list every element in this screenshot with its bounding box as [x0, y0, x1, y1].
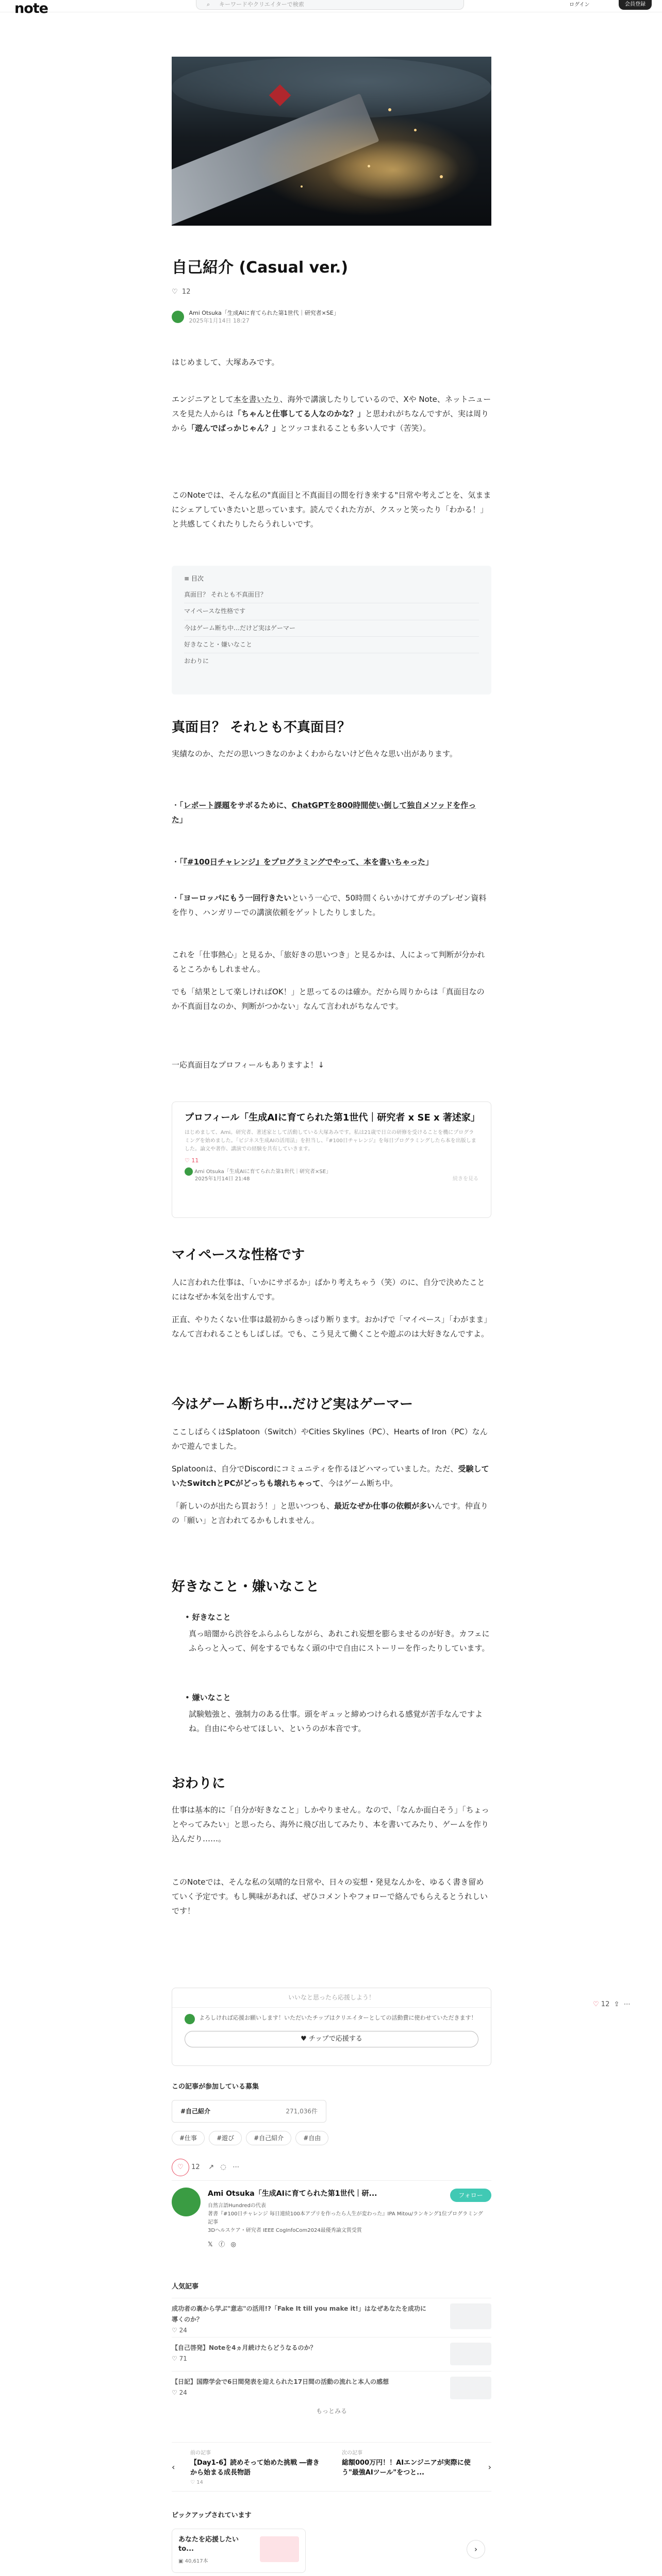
table-of-contents [172, 566, 491, 694]
toc-item[interactable]: 真面目？ それとも不真面目？ [184, 587, 479, 603]
paragraph: 「新しいのが出たら買おう！」と思いつつも、最近なぜか仕事の依頼が多いんです。仲直りの「願い」と言われてるかもしれません。 [172, 1501, 488, 1525]
section-heading: 好きなこと・嫌いなこと [172, 1579, 320, 1595]
site-header [0, 0, 662, 16]
inline-link[interactable]: 『#100日チャレンジ』をプログラミングでやって、本を書いちゃった [183, 857, 426, 867]
search-input[interactable]: ⌕ キーワードやクリエイターで検索 [196, 0, 464, 10]
paragraph: 一応真面目なプロフィールもありますよ！↓ [172, 1060, 325, 1070]
toc-heading[interactable]: ≡ 目次 [184, 575, 204, 582]
author-name[interactable]: Ami Otsuka「生成AIに育てられた第1世代｜研究者×SE」 [189, 310, 339, 316]
bullet-item: ・「レポート課題をサボるために、ChatGPTを800時間使い倒して独自メソッドを作った」 [172, 801, 476, 824]
avatar[interactable] [172, 2188, 201, 2216]
chevron-left-icon[interactable]: ‹ [172, 2462, 175, 2472]
magazine-heading: この記事が参加している募集 [172, 2083, 259, 2091]
support-box [172, 1988, 491, 2066]
tag-chip[interactable]: #遊び [209, 2131, 242, 2145]
paragraph: 実績なのか、ただの思いつきなのかよくわからないけど色々な思い出があります。 [172, 749, 457, 758]
bullet-item: ・「『#100日チャレンジ』をプログラミングでやって、本を書いちゃった」 [172, 857, 434, 867]
intro-text: はじめまして、大塚あみです。 [172, 358, 279, 367]
list-item[interactable]: 成功者の裏から学ぶ"意志"の活用!?「Fake It till you make it!」はなぜあなたを成功に導くのか？ ♡ 24 [172, 2298, 491, 2332]
toc-item[interactable]: おわりに [184, 657, 209, 665]
pickup-card[interactable]: あなたを応援したい to... ▣ 40,617本 [172, 2529, 306, 2573]
inline-link[interactable]: レポート課題 [183, 801, 230, 810]
note-logo[interactable]: note [14, 1, 48, 16]
paragraph: 試験勉強と、強制力のある仕事。頭をギュッと締めつけられる感覚が苦手なんですよね。自由にやらせてほしい、というのが本音です。 [189, 1709, 483, 1733]
list-item: • 嫌いなこと [185, 1693, 231, 1702]
paragraph: エンジニアとして本を書いたり、海外で講演したりしているので、Xや Note、ネットニュースを見た人からは「ちゃんと仕事してる人なのかな？」と思われがちなんですが、実は周りから「遊んでばっかじゃん？」とツッコまれることも多い人です（苦笑）。 [172, 395, 491, 433]
chevron-right-icon[interactable]: › [488, 2462, 491, 2472]
list-item[interactable]: 【自己啓発】Noteを4ヵ月続けたらどうなるのか？ ♡ 71 [172, 2337, 491, 2366]
magazine-card[interactable]: #自己紹介 271,036件 [172, 2100, 326, 2123]
inline-link[interactable]: ChatGPTを800時間使い倒して独自メソッドを作った [172, 801, 476, 824]
toc-item[interactable]: 好きなこと・嫌いなこと [184, 637, 479, 653]
section-heading: マイペースな性格です [172, 1247, 305, 1263]
prev-article[interactable]: 前の記事 【Day1-6】読めそって始めた挑戦 ―書きから始まる成長物語 ♡ 14 [190, 2450, 320, 2485]
card-likes: ♡ 11 [185, 1157, 199, 1164]
article-nav [172, 2442, 491, 2492]
paragraph: でも「結果として楽しければOK！」と思ってるのは確か。だから周りからは「真面目なのか不真面目なのか、判断がつかない」なんて言われがちなんです。 [172, 987, 485, 1011]
card-author: Ami Otsuka「生成AIに育てられた第1世代｜研究者×SE」 2025年1月14日 21:48 続きを見る [185, 1167, 478, 1183]
card-description: はじめまして、Ami。研究者、著述家として活動している大塚あみです。私は21歳で日立の研修を受けることを機にプログラミングを始めました。「ビジネス生成AIの活用法」を担当し、『#100日チャレンジ』を毎日プログラミングしたら本を出版しました。論文や著作、講演での経験を共有していきます。 [185, 1130, 476, 1153]
popular-heading: 人気記事 [172, 2283, 199, 2291]
article-author[interactable] [172, 309, 339, 325]
list-item: • 好きなこと [185, 1613, 231, 1622]
share-icon[interactable]: ↗ [208, 2163, 214, 2171]
list-item[interactable]: 【日記】国際学会で6日間発表を迎えられた17日間の活動の流れと本人の感想 ♡ 24 [172, 2371, 491, 2400]
paragraph: ここしばらくはSplatoon（Switch）やCities Skylines（PC）、Hearts of Iron（PC）なんかで遊んでました。 [172, 1427, 488, 1451]
like-button[interactable]: ♡ [172, 2159, 189, 2176]
paragraph: 仕事は基本的に「自分が好きなこと」しかやりません。なので、「なんか面白そう」「ちょっとやってみたい」と思ったら、海外に飛び出してみたり、本を書いてみたり、ゲームを作り込んだり……。 [172, 1805, 489, 1843]
paragraph: このNoteでは、そんな私の"真面目と不真面目の間を行き来する"日常や考えごとを、気ままにシェアしていきたいと思っています。読んでくれた方が、クスッと笑ったり「わかる！」と共感してくれたりしたらうれしいです。 [172, 490, 491, 529]
paragraph: Splatoonは、自分でDiscordにコミュニティを作るほどハマっていました。ただ、受験していたSwitchとPCがどっちも壊れちゃって、今はゲーム断ち中。 [172, 1464, 489, 1488]
inline-link[interactable]: 本を書いたり [233, 395, 280, 404]
search-icon: ⌕ [207, 1, 210, 8]
heart-icon[interactable]: ♡ [172, 288, 178, 296]
section-heading: 真面目？ それとも不真面目？ [172, 720, 351, 735]
tag-chip[interactable]: #仕事 [172, 2131, 205, 2145]
profile-bio: 自然言語Hundredの代表 著書『#100日チャレンジ 毎日連続100本アプリを作ったら人生が変わった』IPA Mitou/ランキング1位プログラミング記事 3Dヘルスケア・研究者 IEEE CogInfoCom2024最優秀論文賞受賞 [208, 2203, 483, 2233]
login-link[interactable]: ログイン [569, 2, 590, 8]
action-bar: ♡ 12 ↗ ◌ ⋯ [172, 2159, 491, 2181]
floating-like[interactable]: ♡ 12 ⇪ ⋯ [593, 2001, 631, 2008]
tag-chip[interactable]: #自己紹介 [246, 2131, 291, 2145]
pickup-heading: ピックアップされています [172, 2512, 252, 2519]
support-text: よろしければ応援お願いします！いただいたチップはクリエイターとしての活動費に使わせていただきます！ [172, 2008, 491, 2029]
comment-icon[interactable]: ◌ [220, 2163, 226, 2171]
support-label: いいなと思ったら応援しよう！ [172, 1988, 491, 2008]
paragraph: このNoteでは、そんな私の気晴的な日常や、日々の妄想・発見なんかを、ゆるく書き留めていく予定です。もし興味があれば、ぜひコメントやフォローで絡んでもらえるとうれしいです！ [172, 1877, 488, 1916]
heart-icon[interactable]: ♡ [593, 2001, 599, 2008]
tag-list [172, 2131, 333, 2145]
carousel-next-button[interactable]: › [467, 2540, 485, 2558]
next-article[interactable]: 次の記事 総額000万円！！AIエンジニアが実際に使う"最強AIツール"をつと... [342, 2450, 471, 2477]
signup-button[interactable]: 会員登録 [619, 0, 652, 10]
toc-item[interactable]: マイペースな性格です [184, 603, 479, 620]
profile-name[interactable]: Ami Otsuka「生成AIに育てられた第1世代｜研... [208, 2190, 377, 2198]
publish-date: 2025年1月14日 18:27 [189, 317, 250, 325]
more-link[interactable]: もっとみる [316, 2408, 347, 2415]
tip-button[interactable]: ♥ チップで応援する [185, 2031, 478, 2047]
paragraph: 真っ暗闇から渋谷をふらふらしながら、あれこれ妄想を膨らませるのが好き。カフェにふらっと入って、何をするでもなく頭の中で自由にストーリーを作ったりしています。 [189, 1629, 490, 1653]
social-icons[interactable]: 𝕏 ⓕ ◎ [208, 2241, 237, 2248]
article-title: 自己紹介 (Casual ver.) [172, 259, 349, 277]
profile-card [172, 2188, 491, 2255]
follow-button[interactable]: フォロー [450, 2189, 491, 2202]
toc-item[interactable]: 今はゲーム断ち中…だけど実はゲーマー [184, 620, 479, 637]
more-icon[interactable]: ⋯ [233, 2163, 240, 2171]
section-heading: 今はゲーム断ち中…だけど実はゲーマー [172, 1397, 413, 1412]
tag-chip[interactable]: #自由 [295, 2131, 328, 2145]
paragraph: 人に言われた仕事は、「いかにサボるか」ばかり考えちゃう（笑）のに、自分で決めたことにはなぜか本気を出すんです。 [172, 1278, 485, 1301]
section-heading: おわりに [172, 1776, 226, 1791]
like-count[interactable]: ♡ 12 [172, 288, 191, 296]
paragraph: これを「仕事熱心」と見るか、「旅好きの思いつき」と見るかは、人によって判断が分かれるところかもしれません。 [172, 950, 485, 974]
bullet-item: ・「ヨーロッパにもう一回行きたいという一心で、50時間くらいかけてガチのプレゼン資料を作り、ハンガリーでの講演依頼をゲットしたりしました。 [172, 893, 487, 917]
paragraph: 正直、やりたくない仕事は最初からきっぱり断ります。おかげで「マイペース」「わがまま」なんて言われることもしばしば。でも、こう見えて働くことや遊ぶのは大好きなんですよ。 [172, 1315, 489, 1338]
avatar[interactable] [172, 311, 184, 323]
embedded-article-card[interactable] [172, 1101, 491, 1218]
card-title[interactable]: プロフィール「生成AIに育てられた第1世代｜研究者 x SE x 著述家」 [185, 1112, 480, 1123]
hero-image [172, 57, 491, 226]
